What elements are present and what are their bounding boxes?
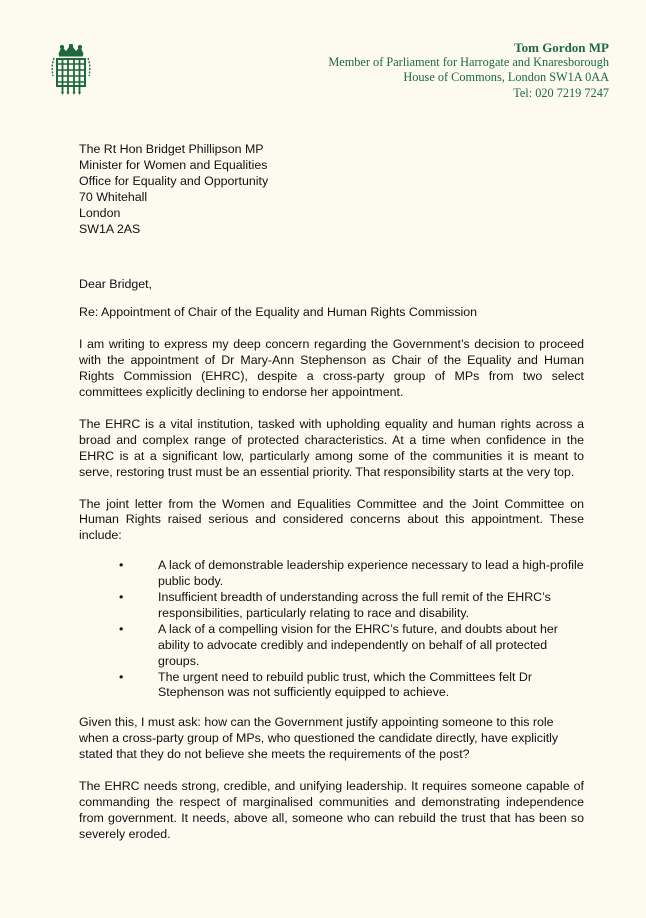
bullet-icon: • (119, 621, 124, 636)
paragraph: I am writing to express my deep concern regarding the Government’s decision to proceed with the appointment of Dr Mary-Ann Stephenson as Chair of the Equality and Human Rights Commission (EHRC), despite a cross-party group of MPs from two select committees explicitly declining to endorse her appointment. (79, 337, 584, 399)
recipient-line: 70 Whitehall (79, 189, 148, 204)
recipient-line: Office for Equality and Opportunity (79, 173, 269, 188)
salutation: Dear Bridget, (79, 277, 153, 292)
sender-constituency: Member of Parliament for Harrogate and Knaresborough (328, 55, 609, 70)
paragraph: Given this, I must ask: how can the Government justify appointing someone to this role when a cross-party group of MPs, who questioned the candidate directly, have explicitly stated that they do not believe she meets the requirements of the post? (79, 715, 559, 762)
recipient-line: SW1A 2AS (79, 221, 141, 236)
recipient-address (79, 142, 584, 237)
sender-address: House of Commons, London SW1A 0AA (403, 70, 609, 85)
list-item-text: A lack of a compelling vision for the EHRC’s future, and doubts about her ability to advocate credibly and independently on behalf of all protected groups. (158, 621, 558, 668)
paragraph: The EHRC is a vital institution, tasked with upholding equality and human rights across a broad and complex range of protected characteristics. At a time when confidence in the EHRC is at a significant low, particularly among some of the communities it is meant to serve, restoring trust must be an essential priority. That responsibility starts at the very top. (79, 416, 584, 479)
list-item-text: A lack of demonstrable leadership experience necessary to lead a high-profile public body. (158, 558, 584, 589)
recipient-line: The Rt Hon Bridget Phillipson MP (79, 142, 264, 156)
letterhead (328, 40, 609, 101)
subject-line: Re: Appointment of Chair of the Equality and Human Rights Commission (79, 305, 478, 320)
bullet-icon: • (119, 558, 124, 573)
recipient-line: London (79, 205, 121, 220)
bullet-icon: • (119, 590, 124, 605)
sender-name: Tom Gordon MP (514, 40, 609, 55)
concerns-list (79, 558, 584, 701)
list-item-text: The urgent need to rebuild public trust, which the Committees felt Dr Stephenson was not sufficiently equipped to achieve. (158, 669, 532, 700)
list-item-text: Insufficient breadth of understanding across the full remit of the EHRC’s responsibilities, particularly relating to race and disability. (158, 590, 551, 620)
bullet-icon: • (119, 669, 124, 684)
letter-body (79, 142, 584, 843)
list-item (79, 590, 584, 622)
paragraph: The joint letter from the Women and Equalities Committee and the Joint Committee on Human Rights raised serious and considered concerns about this appointment. These include: (79, 496, 584, 543)
list-item (79, 558, 584, 590)
list-item (79, 670, 584, 702)
portcullis-icon (50, 44, 92, 96)
paragraph: The EHRC needs strong, credible, and unifying leadership. It requires someone capable of commanding the respect of marginalised communities and demonstrating independence from government. It needs, above all, someone who can rebuild the trust that has been so severely eroded. (79, 779, 584, 841)
recipient-line: Minister for Women and Equalities (79, 157, 268, 172)
sender-phone: Tel: 020 7219 7247 (513, 85, 609, 100)
list-item (79, 622, 584, 670)
